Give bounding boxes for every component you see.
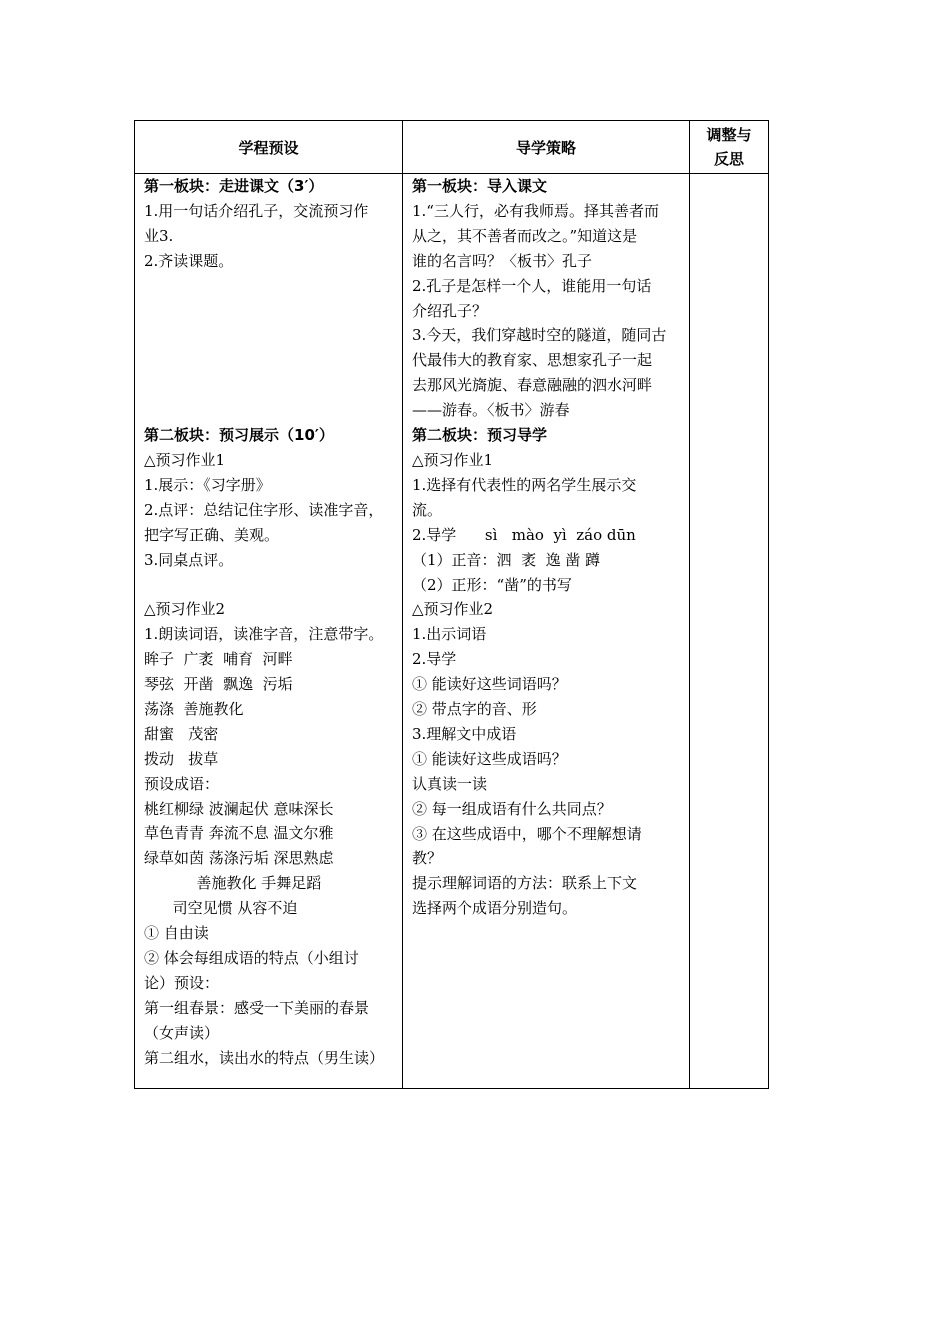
blank-line <box>144 398 394 423</box>
text-line: 甜蜜 茂密 <box>144 724 219 743</box>
text-line: 2.点评：总结记住字形、读准字音， <box>144 500 384 519</box>
text-line: 谁的名言吗？〈板书〉孔子 <box>412 251 593 270</box>
blank-line <box>144 323 394 348</box>
text-line: 2.孔子是怎样一个人，谁能用一句话 <box>412 276 652 295</box>
text-line: 2.导学 <box>412 650 457 669</box>
text-line: 荡涤 善施教化 <box>144 699 244 718</box>
text-line: 介绍孔子？ <box>412 301 488 320</box>
header-guidance-strategy: 导学策略 <box>403 121 690 174</box>
header-adjust-reflect <box>690 121 769 174</box>
text-line: 1.展示：《习字册》 <box>144 475 271 494</box>
text-line: （女声读） <box>144 1023 220 1042</box>
text-line: 2.齐读课题。 <box>144 251 234 270</box>
text-line: 3.今天，我们穿越时空的隧道，随同古 <box>412 326 667 345</box>
text-line: 第二组水，读出水的特点（男生读） <box>144 1048 385 1067</box>
text-line: 草色青青 奔流不息 温文尔雅 <box>144 824 334 843</box>
header-adjust-reflect-text: 调整与 <box>706 126 752 144</box>
text-line: ② 体会每组成语的特点（小组讨 <box>144 948 359 967</box>
text-line: △预习作业1 <box>412 450 494 469</box>
text-line: 2.导学 sì mào yì záo dūn <box>412 525 636 544</box>
text-line: 眸子 广袤 哺育 河畔 <box>144 650 293 669</box>
text-line: ① 能读好这些词语吗？ <box>412 675 567 694</box>
adjust-reflect-column <box>690 174 769 1089</box>
text-line: 教？ <box>412 849 443 868</box>
text-line: 1.出示词语 <box>412 625 487 644</box>
section-heading: 第一板块：走进课文（3′） <box>144 177 324 195</box>
text-line: 善施教化 手舞足蹈 <box>144 874 322 893</box>
text-line: ① 能读好这些成语吗？ <box>412 749 567 768</box>
text-line: （1）正音：泗 袤 逸 凿 蹲 <box>412 550 601 569</box>
section-heading: 第一板块：导入课文 <box>412 177 548 195</box>
text-line: 代最伟大的教育家、思想家孔子一起 <box>412 351 653 370</box>
text-line: 从之，其不善者而改之。”知道这是 <box>412 226 638 245</box>
text-line: 把字写正确、美观。 <box>144 525 280 544</box>
blank-line <box>144 348 394 373</box>
text-line: ② 带点字的音、形 <box>412 700 537 719</box>
text-line: 选择两个成语分别造句。 <box>412 899 578 918</box>
content-row <box>135 174 769 1089</box>
blank-line <box>144 572 394 597</box>
text-line: 论）预设： <box>144 973 220 992</box>
header-row <box>135 121 769 174</box>
text-line: △预习作业2 <box>144 600 226 619</box>
text-line: 3.同桌点评。 <box>144 550 234 569</box>
guidance-strategy-column <box>403 174 690 1089</box>
text-line: （2）正形：“凿”的书写 <box>412 575 572 594</box>
text-line: ② 每一组成语有什么共同点？ <box>412 799 612 818</box>
section-heading: 第二板块：预习展示（10′） <box>144 425 334 444</box>
text-line: ① 自由读 <box>144 924 209 943</box>
text-line: 拨动 拔草 <box>144 749 219 768</box>
text-line: 提示理解词语的方法：联系上下文 <box>412 874 638 893</box>
text-line: 去那风光旖旎、春意融融的泗水河畔 <box>412 376 653 395</box>
text-line: 预设成语： <box>144 774 220 793</box>
text-line: 业3. <box>144 226 174 245</box>
blank-line <box>144 274 394 299</box>
text-line: △预习作业2 <box>412 600 494 619</box>
text-line: ③ 在这些成语中，哪个不理解想请 <box>412 824 642 843</box>
blank-line <box>144 299 394 324</box>
text-line: 3.理解文中成语 <box>412 724 517 743</box>
text-line: 琴弦 开凿 飘逸 污垢 <box>144 675 293 694</box>
study-preset-column <box>135 174 403 1089</box>
text-line: △预习作业1 <box>144 450 226 469</box>
text-line: 桃红柳绿 波澜起伏 意味深长 <box>144 799 334 818</box>
text-line: 认真读一读 <box>412 774 488 793</box>
text-line: 第一组春景：感受一下美丽的春景 <box>144 998 370 1017</box>
text-line: 1.朗读词语，读准字音，注意带字。 <box>144 625 384 644</box>
text-line: 1.“三人行，必有我师焉。择其善者而 <box>412 201 659 220</box>
section-heading: 第二板块：预习导学 <box>412 426 548 445</box>
blank-line <box>144 373 394 398</box>
text-line: 绿草如茵 荡涤污垢 深思熟虑 <box>144 849 334 868</box>
header-study-preset: 学程预设 <box>135 121 403 174</box>
lesson-plan-table <box>134 120 769 1089</box>
text-line: 流。 <box>412 500 443 519</box>
text-line: 1.选择有代表性的两名学生展示交 <box>412 475 637 494</box>
text-line: ——游春。〈板书〉游春 <box>412 401 570 420</box>
header-adjust-reflect-text-line2: 反思 <box>713 150 744 168</box>
text-line: 司空见惯 从容不迫 <box>144 899 298 918</box>
text-line: 1.用一句话介绍孔子，交流预习作 <box>144 201 369 220</box>
